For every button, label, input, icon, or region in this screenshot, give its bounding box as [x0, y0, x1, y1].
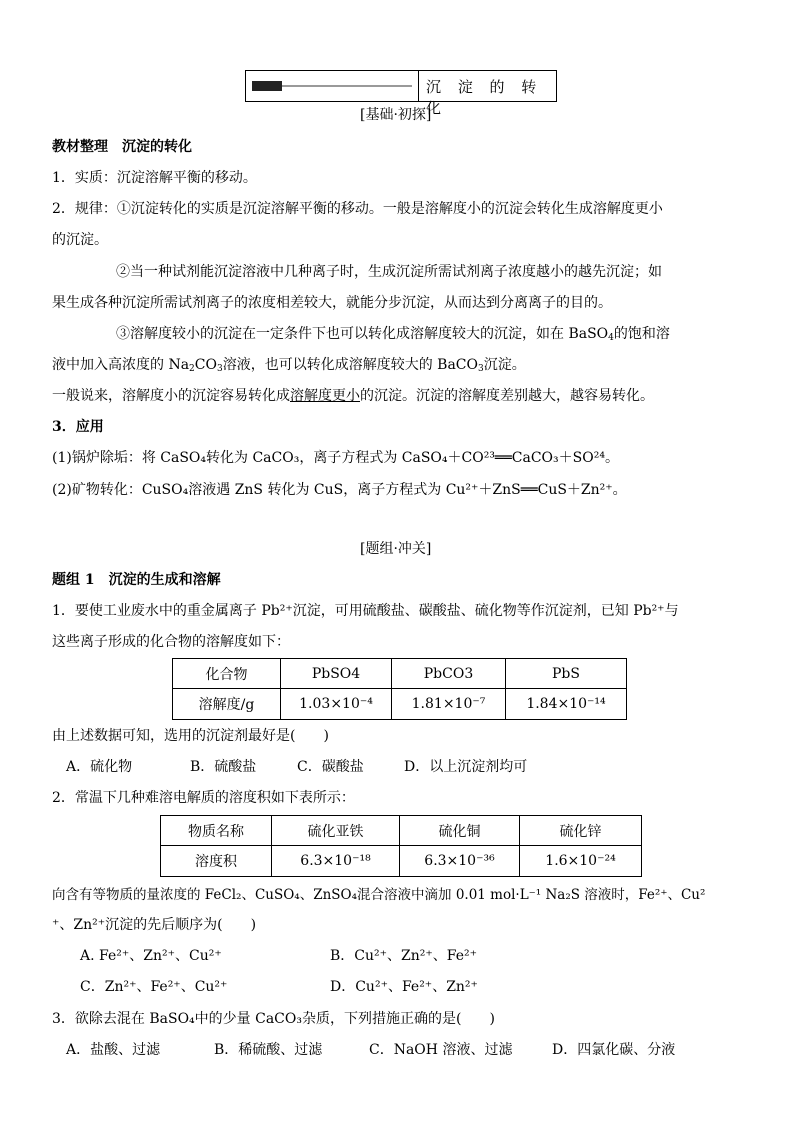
paragraph: ③溶解度较小的沉淀在一定条件下也可以转化成溶解度较大的沉淀，如在 BaSO$_4$的饱和溶: [116, 326, 670, 343]
table-cell: 硫化锌: [520, 816, 642, 846]
text: 的饱和溶: [613, 326, 670, 342]
table-cell: 6.3×10⁻¹⁸: [272, 846, 400, 877]
underlined-text: 溶解度更小: [290, 388, 360, 404]
paragraph: ⁺、Zn²⁺沉淀的先后顺序为( ): [52, 917, 257, 933]
paragraph: [52, 385, 654, 405]
header-decoration: [252, 81, 412, 91]
table-cell: 1.03×10⁻⁴: [281, 689, 392, 720]
text: CO: [194, 357, 217, 373]
text: 的沉淀。沉淀的溶解度差别越大，越容易转化。: [360, 388, 654, 404]
option: C．NaOH 溶液、过滤: [369, 1042, 513, 1058]
option: D．以上沉淀剂均可: [404, 759, 528, 775]
table-cell: 物质名称: [161, 816, 272, 846]
table-cell: 硫化亚铁: [272, 816, 400, 846]
paragraph: 向含有等物质的量浓度的 FeCl₂、CuSO₄、ZnSO₄混合溶液中滴加 0.01 mol·L⁻¹ Na₂S 溶液时，Fe²⁺、Cu²: [52, 887, 706, 903]
header-tag: [252, 81, 282, 91]
section-subtitle: [基础·初探]: [360, 107, 432, 123]
paragraph: 3．欲除去混在 BaSO₄中的少量 CaCO₃杂质，下列措施正确的是( ): [52, 1011, 495, 1027]
option: D．Cu²⁺、Fe²⁺、Zn²⁺: [330, 979, 478, 995]
option: B．硫酸盐: [190, 759, 257, 775]
paragraph: (1)锅炉除垢：将 CaSO₄转化为 CaCO₃，离子方程式为 CaSO₄＋CO²³══CaCO₃＋SO²⁴。: [52, 450, 619, 466]
option: B．Cu²⁺、Zn²⁺、Fe²⁺: [330, 948, 477, 964]
table-cell: PbSO4: [281, 659, 392, 689]
paragraph: 液中加入高浓度的 $Na_2CO_3$溶液，也可以转化成溶解度较大的 BaCO$_3$沉淀。: [52, 357, 526, 374]
header-divider: [418, 71, 419, 101]
solubility-table: [172, 658, 627, 720]
section-heading: 题组 1 沉淀的生成和溶解: [52, 572, 221, 588]
table-cell: 溶度积: [161, 846, 272, 877]
paragraph: (2)矿物转化：CuSO₄溶液遇 ZnS 转化为 CuS，离子方程式为 Cu²⁺＋ZnS══CuS＋Zn²⁺。: [52, 482, 627, 498]
paragraph: 1．实质：沉淀溶解平衡的移动。: [52, 170, 257, 186]
table-cell: 6.3×10⁻³⁶: [400, 846, 520, 877]
section-title: 沉 淀 的 转 化: [426, 78, 543, 117]
paragraph: 果生成各种沉淀所需试剂离子的浓度相差较大，就能分步沉淀，从而达到分离离子的目的。: [52, 295, 612, 311]
text: 液中加入高浓度的 Na: [52, 357, 190, 373]
section-heading: 教材整理 沉淀的转化: [52, 139, 192, 155]
text: 沉淀。: [483, 357, 526, 373]
paragraph: 由上述数据可知，选用的沉淀剂最好是( ): [52, 728, 329, 744]
table-cell: 1.6×10⁻²⁴: [520, 846, 642, 877]
option: A. Fe²⁺、Zn²⁺、Cu²⁺: [80, 948, 222, 964]
option: D．四氯化碳、分液: [552, 1042, 676, 1058]
paragraph: 1．要使工业废水中的重金属离子 Pb²⁺沉淀，可用硫酸盐、碳酸盐、硫化物等作沉淀剂，已知 Pb²⁺与: [52, 603, 679, 619]
option: B．稀硫酸、过滤: [214, 1042, 323, 1058]
table-cell: 1.81×10⁻⁷: [392, 689, 506, 720]
option: A．盐酸、过滤: [66, 1042, 161, 1058]
text: 一般说来，溶解度小的沉淀容易转化成: [52, 388, 290, 404]
section-subtitle: [题组·冲关]: [360, 541, 432, 557]
table-cell: 硫化铜: [400, 816, 520, 846]
table-cell: 溶解度/g: [173, 689, 281, 720]
text: 溶液，也可以转化成溶解度较大的 BaCO: [222, 357, 478, 373]
paragraph: 2．规律：①沉淀转化的实质是沉淀溶解平衡的移动。一般是溶解度小的沉淀会转化生成溶解度更小: [52, 201, 663, 217]
header-bar: [282, 85, 412, 87]
paragraph: ②当一种试剂能沉淀溶液中几种离子时，生成沉淀所需试剂离子浓度越小的越先沉淀；如: [116, 264, 662, 280]
table-cell: 化合物: [173, 659, 281, 689]
table-cell: PbS: [506, 659, 627, 689]
paragraph: 3．应用: [52, 419, 104, 435]
option: C．Zn²⁺、Fe²⁺、Cu²⁺: [80, 979, 228, 995]
table-cell: PbCO3: [392, 659, 506, 689]
table-cell: 1.84×10⁻¹⁴: [506, 689, 627, 720]
paragraph: 的沉淀。: [52, 232, 108, 248]
paragraph: 2．常温下几种难溶电解质的溶度积如下表所示：: [52, 790, 355, 806]
option: C．碳酸盐: [297, 759, 364, 775]
text: ③溶解度较小的沉淀在一定条件下也可以转化成溶解度较大的沉淀，如在 BaSO: [116, 326, 609, 342]
solubility-product-table: [160, 815, 642, 877]
paragraph: 这些离子形成的化合物的溶解度如下：: [52, 634, 290, 650]
option: A．硫化物: [66, 759, 133, 775]
